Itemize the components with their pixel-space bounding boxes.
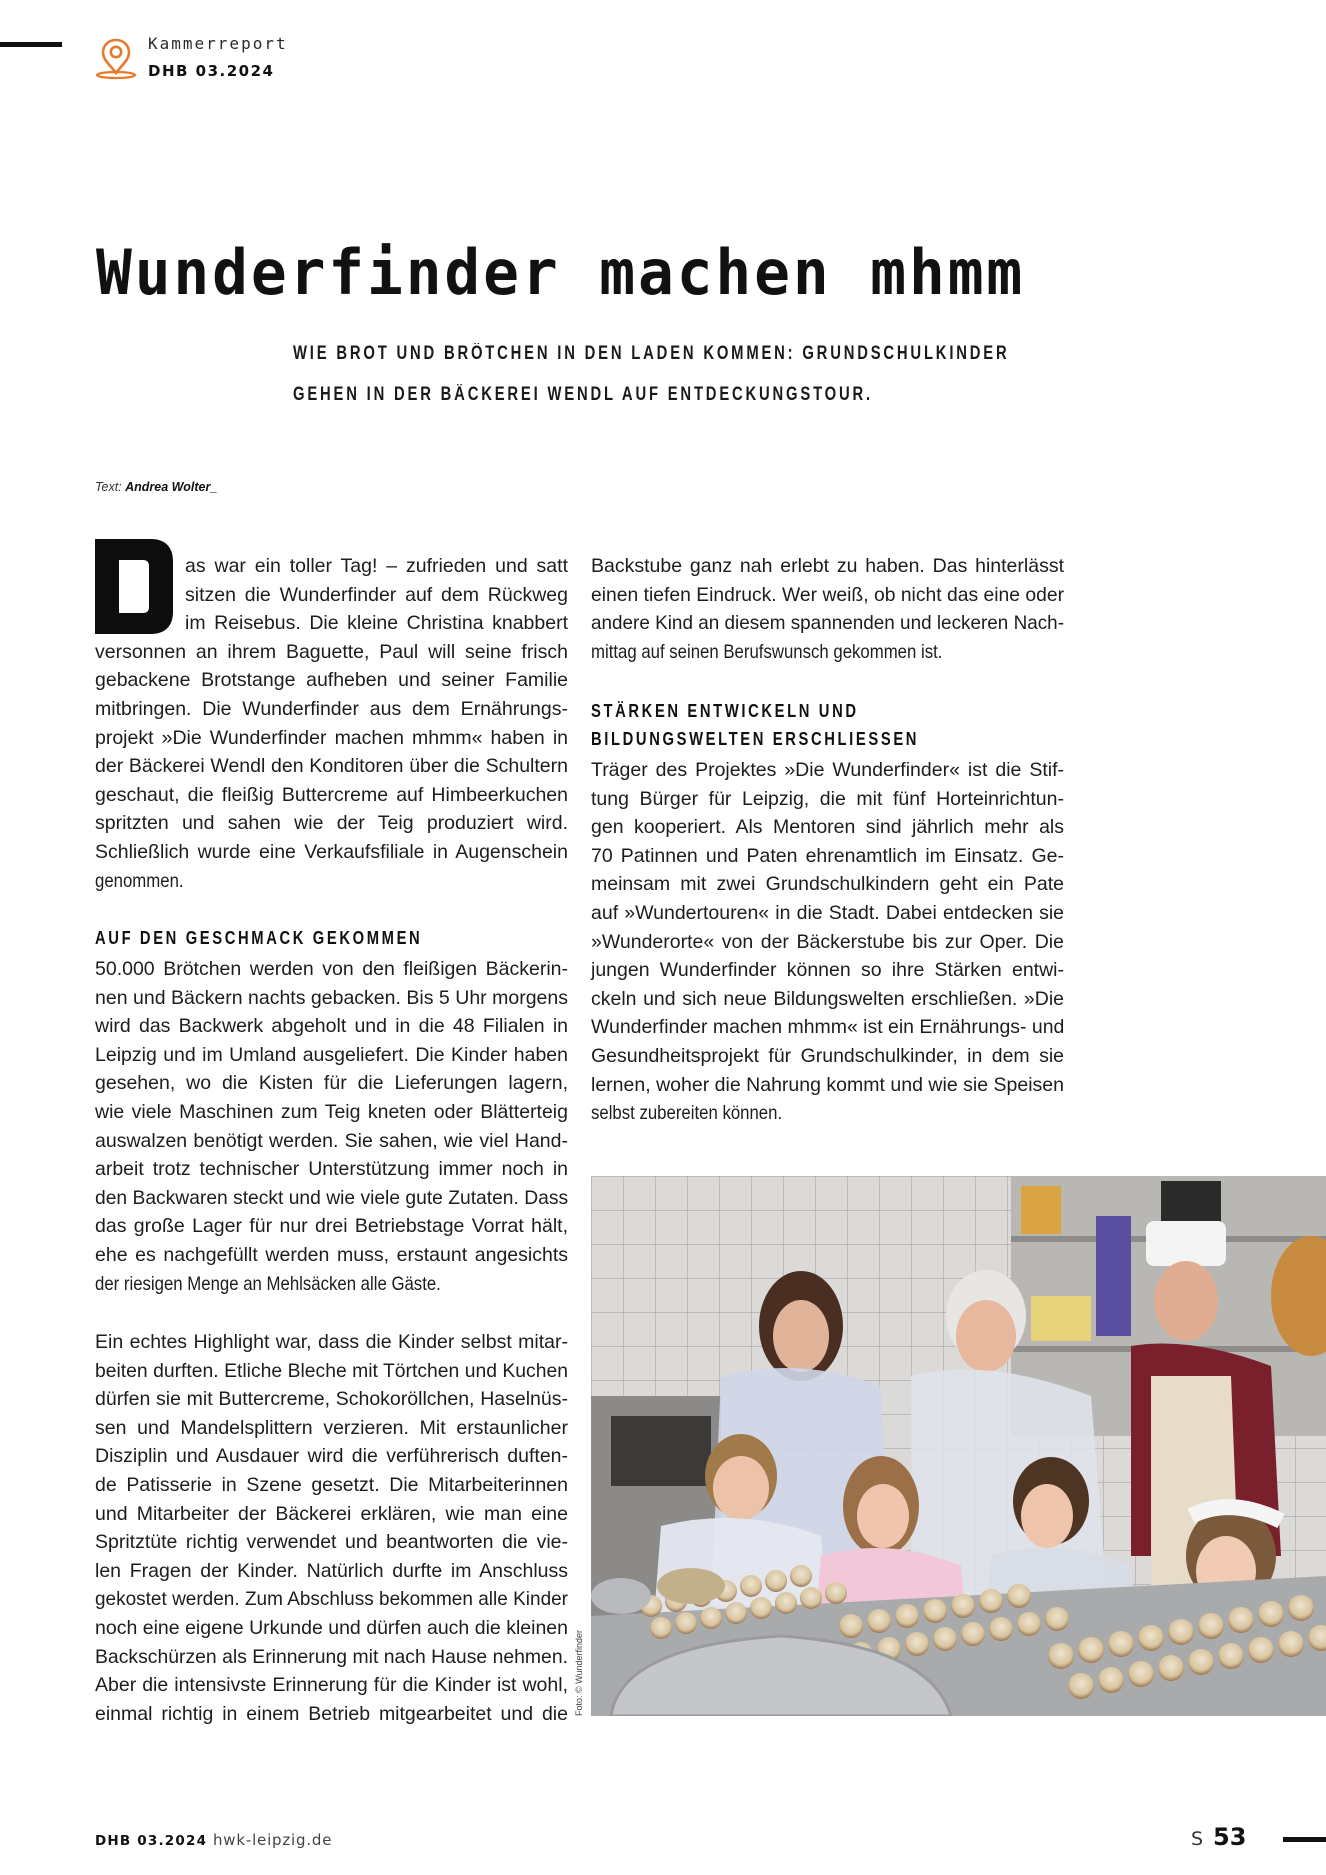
body-text-line: 50.000 Brötchen werden von den fleißigen Bäckerin- bbox=[95, 958, 568, 980]
article-subtitle-line-2: GEHEN IN DER BÄCKEREI WENDL AUF ENTDECKUNGSTOUR. bbox=[293, 384, 873, 405]
bakery-scene-illustration bbox=[591, 1176, 1326, 1716]
body-text-line: noch eine eigene Urkunde und dürfen auch die kleinen bbox=[95, 1617, 568, 1639]
body-text-line: Backstube ganz nah erlebt zu haben. Das hinterlässt bbox=[591, 555, 1064, 577]
body-text-line: auswalzen benötigt werden. Sie sahen, wie viel Hand- bbox=[95, 1129, 568, 1152]
body-text-line: den Backwaren steckt und wie viele gute Zutaten. Dass bbox=[95, 1186, 569, 1209]
body-text-line: Ein echtes Highlight war, dass die Kinder selbst mitar- bbox=[95, 1331, 568, 1353]
section-heading-geschmack: AUF DEN GESCHMACK GEKOMMEN bbox=[95, 928, 423, 948]
body-text-line: nen und Bäckern nachts gebacken. Bis 5 Uhr morgens bbox=[95, 986, 568, 1009]
body-text-line: einmal richtig in einem Betrieb mitgearbeitet und die bbox=[95, 1702, 568, 1725]
footer-rule-right bbox=[1283, 1837, 1326, 1842]
body-text-line: Disziplin und Ausdauer wird die verführerisch duften- bbox=[95, 1445, 568, 1468]
body-text-line: mittag auf seinen Berufswunsch gekommen ist. bbox=[591, 640, 943, 663]
body-text-line: lernen, woher die Nahrung kommt und wie sie Speisen bbox=[591, 1073, 1064, 1096]
body-text-line: jungen Wunderfinder können so ihre Stärken entwi- bbox=[591, 959, 1064, 982]
section-label: Kammerreport bbox=[148, 34, 288, 53]
body-text-line: sen und Mandelsplittern verzieren. Mit erstaunlicher bbox=[95, 1416, 568, 1439]
body-text-line: der riesigen Menge an Mehlsäcken alle Gäste. bbox=[95, 1272, 441, 1295]
body-text-line: einen tiefen Eindruck. Wer weiß, ob nicht das eine oder bbox=[591, 583, 1064, 606]
body-text-line: ehe es nachgefüllt werden muss, erstaunt angesichts bbox=[95, 1244, 568, 1266]
body-text-line: Wunderfinder machen mhmm« ist ein Ernährungs- und bbox=[591, 1016, 1065, 1039]
body-text-line: sitzen die Wunderfinder auf dem Rückweg bbox=[185, 583, 568, 606]
body-text-line: versonnen an ihrem Baguette, Paul will seine frisch bbox=[95, 640, 568, 663]
body-text-line: das große Lager für nur drei Betriebstage Vorrat hält, bbox=[95, 1215, 568, 1238]
body-text-line: Backschürzen als Erinnerung mit nach Hause nehmen. bbox=[95, 1645, 568, 1668]
body-text-line: gen kooperiert. Als Mentoren sind jährlich mehr als bbox=[591, 816, 1064, 839]
body-text-line: Spritztüte richtig verwendet und beantworten die vie- bbox=[95, 1531, 568, 1554]
body-text-line: mitbringen. Die Wunderfinder aus dem Ernährungs- bbox=[95, 698, 568, 720]
body-text-line: arbeit trotz technischer Unterstützung immer noch in bbox=[95, 1158, 568, 1181]
body-text-line: tung Bürger für Leipzig, die mit fünf Horteinrichtun- bbox=[591, 787, 1064, 810]
body-text-line: 70 Patinnen und Paten ehrenamtlich im Einsatz. Ge- bbox=[591, 844, 1064, 867]
body-text-line: »Wunderorte« von der Bäckerstube bis zur Oper. Die bbox=[591, 930, 1064, 953]
body-text-line: projekt »Die Wunderfinder machen mhmm« haben in bbox=[95, 726, 568, 749]
body-text-line: len Fragen der Kinder. Natürlich durfte im Anschluss bbox=[95, 1559, 568, 1582]
article-subtitle-line-1: WIE BROT UND BRÖTCHEN IN DEN LADEN KOMMEN: GRUNDSCHULKINDER bbox=[293, 343, 1010, 364]
page-prefix: S bbox=[1191, 1828, 1204, 1850]
body-text-line: der Bäckerei Wendl den Konditoren über die Schultern bbox=[95, 755, 568, 778]
body-text-line: beiten durften. Etliche Bleche mit Törtchen und Kuchen bbox=[95, 1359, 568, 1382]
body-text-line: gekostet werden. Zum Abschluss bekommen alle Kinder bbox=[95, 1588, 568, 1611]
body-text-line: gesehen, wo die Kisten für die Lieferungen lagern, bbox=[95, 1072, 568, 1095]
body-text-line: wie viele Maschinen zum Teig kneten oder Blätterteig bbox=[95, 1101, 568, 1123]
article-title: Wunderfinder machen mhmm bbox=[96, 236, 1026, 309]
photo-credit: Foto: © Wunderfinder bbox=[574, 1629, 584, 1716]
byline bbox=[95, 480, 217, 494]
body-text-line: spritzten und sahen wie der Teig produziert wird. bbox=[95, 812, 568, 835]
body-text-line: gebackene Brotstange aufheben und seiner Familie bbox=[95, 669, 568, 692]
body-text-line: geschaut, die fleißig Buttercreme auf Himbeerkuchen bbox=[95, 783, 568, 806]
body-text-line: Aber die intensivste Erinnerung für die Kinder ist wohl, bbox=[95, 1674, 568, 1697]
body-text-line: dürfen sie mit Buttercreme, Schokoröllchen, Haselnüs- bbox=[95, 1388, 568, 1411]
body-text-line: Schließlich wurde eine Verkaufsfiliale in Augenschein bbox=[95, 841, 568, 863]
section-heading-staerken-line-2: BILDUNGSWELTEN ERSCHLIESSEN bbox=[591, 729, 920, 749]
article-photo bbox=[591, 1176, 1326, 1716]
body-text-line: und Mitarbeiter der Bäckerei erklären, wie man eine bbox=[95, 1502, 568, 1525]
body-text-line: im Reisebus. Die kleine Christina knabbert bbox=[185, 612, 568, 635]
body-text-line: wird das Backwerk abgeholt und in die 48 Filialen in bbox=[95, 1015, 568, 1038]
body-text-line: Gesundheitsprojekt für Grundschulkinder, in dem sie bbox=[591, 1045, 1064, 1067]
page-number: 53 bbox=[1213, 1823, 1247, 1851]
body-text-line: as war ein toller Tag! – zufrieden und satt bbox=[185, 555, 568, 577]
body-text-line: auf »Wundertouren« in die Stadt. Dabei entdecken sie bbox=[591, 902, 1064, 924]
body-text-line: de Patisserie in Szene gesetzt. Die Mitarbeiterinnen bbox=[95, 1474, 568, 1496]
section-heading-staerken-line-1: STÄRKEN ENTWICKELN UND bbox=[591, 701, 859, 721]
footer-issue: DHB 03.2024 bbox=[95, 1833, 208, 1849]
header-rule-left bbox=[0, 42, 62, 47]
body-text-line: ckeln und sich neue Bildungswelten erschließen. »Die bbox=[591, 987, 1064, 1010]
body-text-line: andere Kind an diesem spannenden und leckeren Nach- bbox=[591, 612, 1064, 635]
footer-url-link[interactable]: hwk-leipzig.de bbox=[213, 1831, 333, 1849]
body-text-line: genommen. bbox=[95, 869, 184, 892]
byline-author: Andrea Wolter_ bbox=[125, 480, 218, 494]
body-text-line: selbst zubereiten können. bbox=[591, 1102, 783, 1125]
issue-label: DHB 03.2024 bbox=[148, 62, 275, 80]
drop-cap-d bbox=[95, 539, 173, 634]
body-text-line: Leipzig und im Umland ausgeliefert. Die Kinder haben bbox=[95, 1043, 568, 1066]
body-text-line: Träger des Projektes »Die Wunderfinder« ist die Stif- bbox=[591, 759, 1064, 781]
body-text-line: meinsam mit zwei Grundschulkindern geht ein Pate bbox=[591, 873, 1064, 896]
location-pin-icon bbox=[94, 36, 138, 80]
byline-label: Text: bbox=[95, 480, 122, 494]
